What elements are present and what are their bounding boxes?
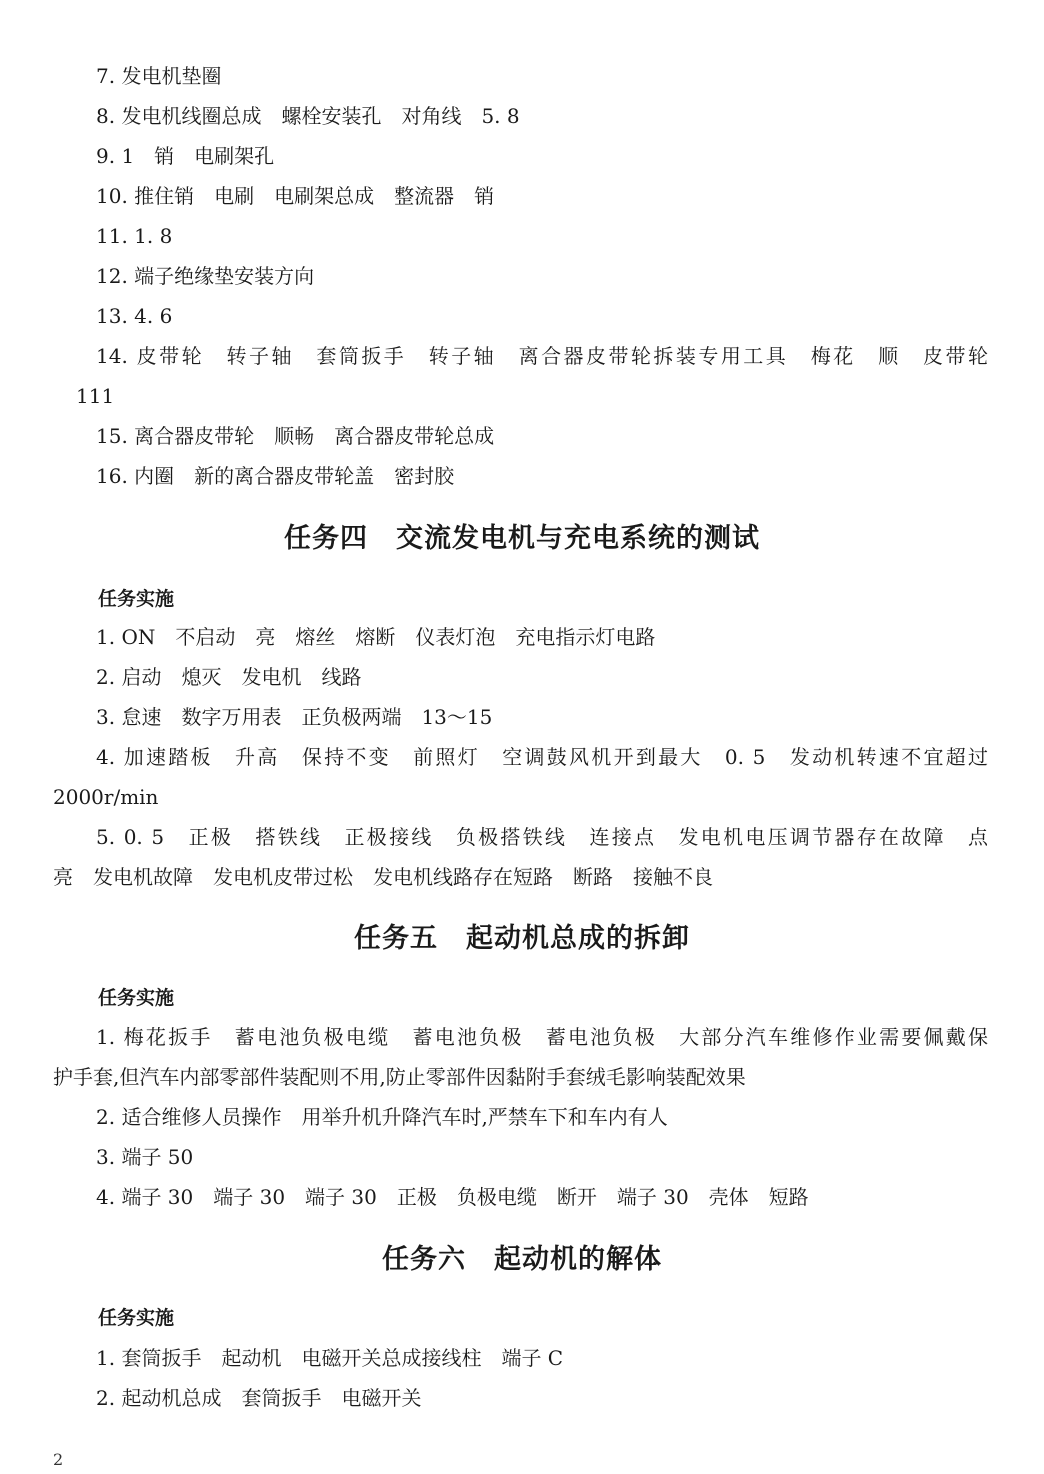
task4-item-4: 4. 加速踏板 升高 保持不变 前照灯 空调鼓风机开到最大 0. 5 发动机转速不宜超过	[96, 745, 988, 769]
section-heading-task4: 任务四 交流发电机与充电系统的测试	[284, 523, 760, 554]
list-item-11: 11. 1. 8	[96, 224, 173, 248]
list-item-16: 16. 内圈 新的离合器皮带轮盖 密封胶	[96, 464, 455, 488]
task4-item-5: 5. 0. 5 正极 搭铁线 正极接线 负极搭铁线 连接点 发电机电压调节器存在故障 点	[96, 825, 988, 849]
list-item-15: 15. 离合器皮带轮 顺畅 离合器皮带轮总成	[96, 424, 495, 448]
task5-item-1-continued: 护手套,但汽车内部零部件装配则不用,防止零部件因黏附手套绒毛影响装配效果	[53, 1065, 746, 1089]
task4-item-4-continued: 2000r/min	[53, 785, 159, 809]
list-item-14: 14. 皮带轮 转子轴 套筒扳手 转子轴 离合器皮带轮拆装专用工具 梅花 顺 皮带轮	[96, 344, 988, 368]
subheading-task6: 任务实施	[98, 1307, 175, 1329]
list-item-8: 8. 发电机线圈总成 螺栓安装孔 对角线 5. 8	[96, 104, 520, 128]
task6-item-2: 2. 起动机总成 套筒扳手 电磁开关	[96, 1386, 422, 1410]
task4-item-1: 1. ON 不启动 亮 熔丝 熔断 仪表灯泡 充电指示灯电路	[96, 625, 656, 649]
task4-item-2: 2. 启动 熄灭 发电机 线路	[96, 665, 362, 689]
task4-item-3: 3. 怠速 数字万用表 正负极两端 13～15	[96, 705, 493, 729]
task4-item-5-continued: 亮 发电机故障 发电机皮带过松 发电机线路存在短路 断路 接触不良	[53, 865, 713, 889]
task5-item-2: 2. 适合维修人员操作 用举升机升降汽车时,严禁车下和车内有人	[96, 1105, 668, 1129]
list-item-13: 13. 4. 6	[96, 304, 173, 328]
task6-item-1: 1. 套筒扳手 起动机 电磁开关总成接线柱 端子 C	[96, 1346, 564, 1370]
task5-item-4: 4. 端子 30 端子 30 端子 30 正极 负极电缆 断开 端子 30 壳体 短路	[96, 1185, 809, 1209]
list-item-9: 9. 1 销 电刷架孔	[96, 144, 275, 168]
page-number: 2	[53, 1450, 64, 1469]
subheading-task4: 任务实施	[98, 588, 175, 610]
list-item-7: 7. 发电机垫圈	[96, 64, 222, 88]
section-heading-task6: 任务六 起动机的解体	[382, 1244, 662, 1275]
subheading-task5: 任务实施	[98, 987, 175, 1009]
task5-item-3: 3. 端子 50	[96, 1145, 194, 1169]
list-item-14-continued: 111	[76, 384, 115, 408]
section-heading-task5: 任务五 起动机总成的拆卸	[354, 923, 690, 954]
task5-item-1: 1. 梅花扳手 蓄电池负极电缆 蓄电池负极 蓄电池负极 大部分汽车维修作业需要佩戴保	[96, 1025, 988, 1049]
list-item-12: 12. 端子绝缘垫安装方向	[96, 264, 315, 288]
list-item-10: 10. 推住销 电刷 电刷架总成 整流器 销	[96, 184, 495, 208]
